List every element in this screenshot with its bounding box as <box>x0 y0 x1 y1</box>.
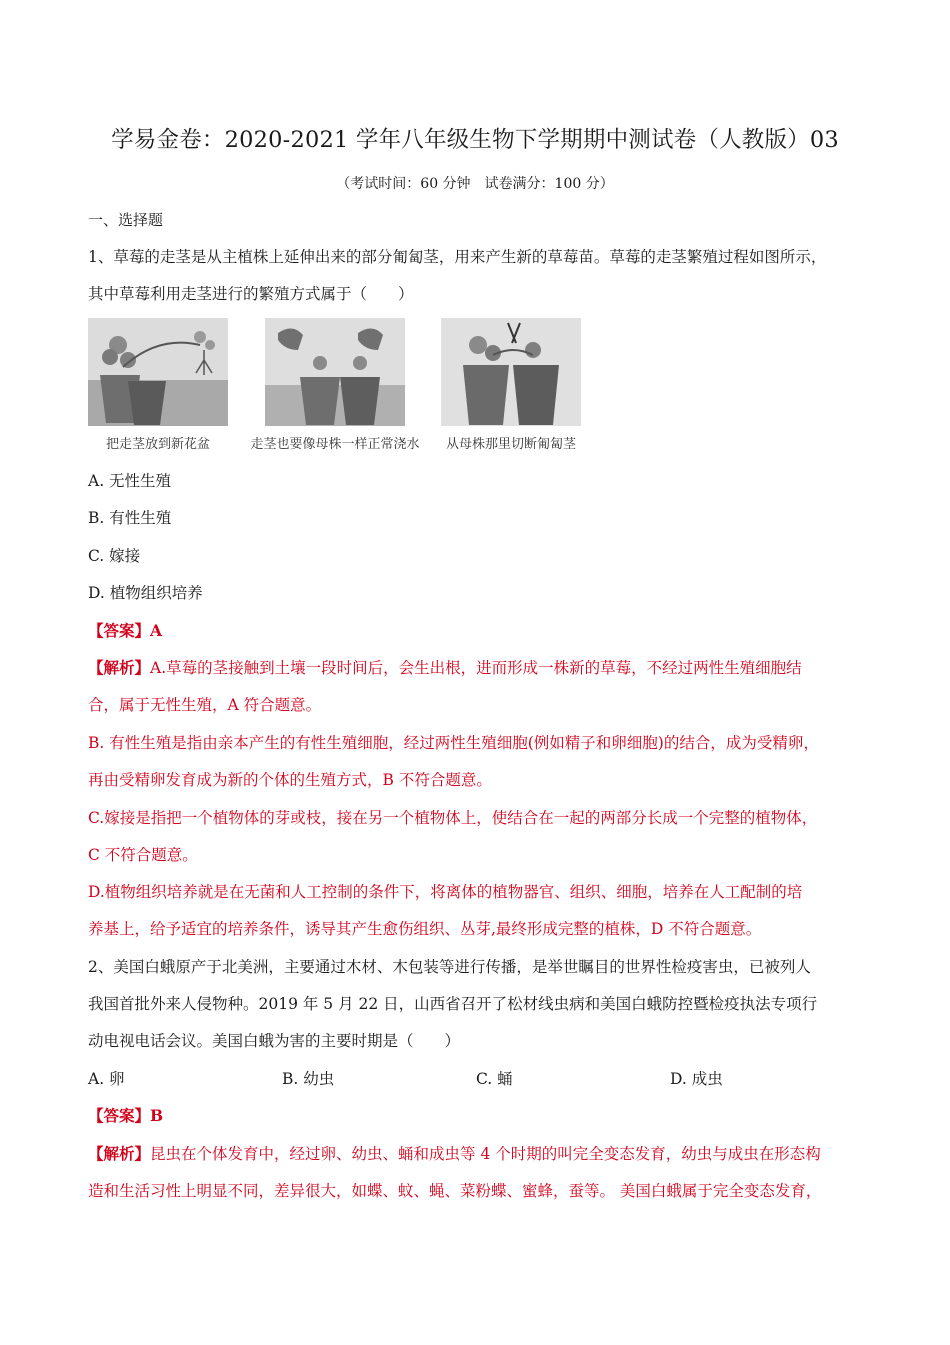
q1-option-b: B. 有性生殖 <box>88 509 172 527</box>
q1-option-c: C. 嫁接 <box>88 547 141 565</box>
q1-analysis-line-3: B. 有性生殖是指由亲本产生的有性生殖细胞，经过两性生殖细胞(例如精子和卵细胞)的结合，成为受精卵， <box>88 734 819 752</box>
q2-stem-line-1: 2、美国白蛾原产于北美洲，主要通过木材、木包装等进行传播，是举世瞩目的世界性检疫害虫，已被列人 <box>88 958 811 976</box>
q2-option-d: D. 成虫 <box>670 1070 723 1088</box>
q1-analysis-line-5: C.嫁接是指把一个植物体的芽或枝，接在另一个植物体上，使结合在一起的两部分长成一个完整的植物体， <box>88 809 818 827</box>
q2-option-c: C. 蛹 <box>476 1070 513 1088</box>
q1-stem-line-1: 1、草莓的走茎是从主植株上延伸出来的部分匍匐茎，用来产生新的草莓苗。草莓的走茎繁殖过程如图所示， <box>88 248 827 266</box>
q1-analysis-line-4: 再由受精卵发育成为新的个体的生殖方式，B 不符合题意。 <box>88 771 492 789</box>
q1-analysis-line-8: 养基上，给予适宜的培养条件，诱导其产生愈伤组织、丛芽,最终形成完整的植株，D 不符合题意。 <box>88 920 762 938</box>
q2-analysis-line-1 <box>88 1144 868 1164</box>
q2-stem-line-3: 动电视电话会议。美国白蛾为害的主要时期是（ ） <box>88 1032 461 1050</box>
q2-option-a: A. 卵 <box>88 1070 125 1088</box>
figure-caption-1: 把走茎放到新花盆 <box>105 437 211 452</box>
q2-analysis-label: 【解析】 <box>88 1144 151 1163</box>
strawberry-runner-figure <box>88 315 588 455</box>
q2-answer: 【答案】B <box>88 1106 164 1125</box>
q1-analysis-text-1: A.草莓的茎接触到土壤一段时间后，会生出根，进而形成一株新的草莓，不经过两性生殖细胞结 <box>150 659 802 677</box>
q1-option-a: A. 无性生殖 <box>88 472 172 490</box>
section-heading: 一、选择题 <box>88 211 164 229</box>
q2-stem-line-2: 我国首批外来人侵物种。2019 年 5 月 22 日，山西省召开了松材线虫病和美国白蛾防控暨检疫执法专项行 <box>88 995 818 1013</box>
q1-stem-line-2: 其中草莓利用走茎进行的繁殖方式属于（ ） <box>88 285 414 303</box>
q1-analysis-label: 【解析】 <box>88 658 151 677</box>
figure-panel-3 <box>441 318 581 426</box>
figure-caption-3: 从母株那里切断匍匐茎 <box>445 437 577 452</box>
q1-option-d: D. 植物组织培养 <box>88 584 203 602</box>
page-title: 学易金卷：2020-2021 学年八年级生物下学期期中测试卷（人教版）03 <box>111 127 839 153</box>
q1-analysis-line-2: 合，属于无性生殖，A 符合题意。 <box>88 696 322 714</box>
figure-panel-2 <box>265 318 405 426</box>
q1-analysis-line-1 <box>88 658 868 678</box>
q1-analysis-line-7: D.植物组织培养就是在无菌和人工控制的条件下，将离体的植物器官、组织、细胞，培养在人工配制的培 <box>88 883 803 901</box>
q1-answer: 【答案】A <box>88 621 163 640</box>
q2-option-b: B. 幼虫 <box>282 1070 335 1088</box>
exam-info: （考试时间：60 分钟 试卷满分：100 分） <box>336 176 614 192</box>
q2-analysis-line-2: 造和生活习性上明显不同，差异很大，如蝶、蚊、蝇、菜粉蝶、蜜蜂，蚕等。 美国白蛾属于完全变态发育， <box>88 1182 822 1200</box>
figure-panel-1 <box>88 318 228 426</box>
q2-analysis-text-1: 昆虫在个体发育中，经过卵、幼虫、蛹和成虫等 4 个时期的叫完全变态发育，幼虫与成虫在形态构 <box>150 1145 821 1163</box>
q1-analysis-line-6: C 不符合题意。 <box>88 846 198 864</box>
figure-caption-2: 走茎也要像母株一样正常浇水 <box>250 437 420 452</box>
